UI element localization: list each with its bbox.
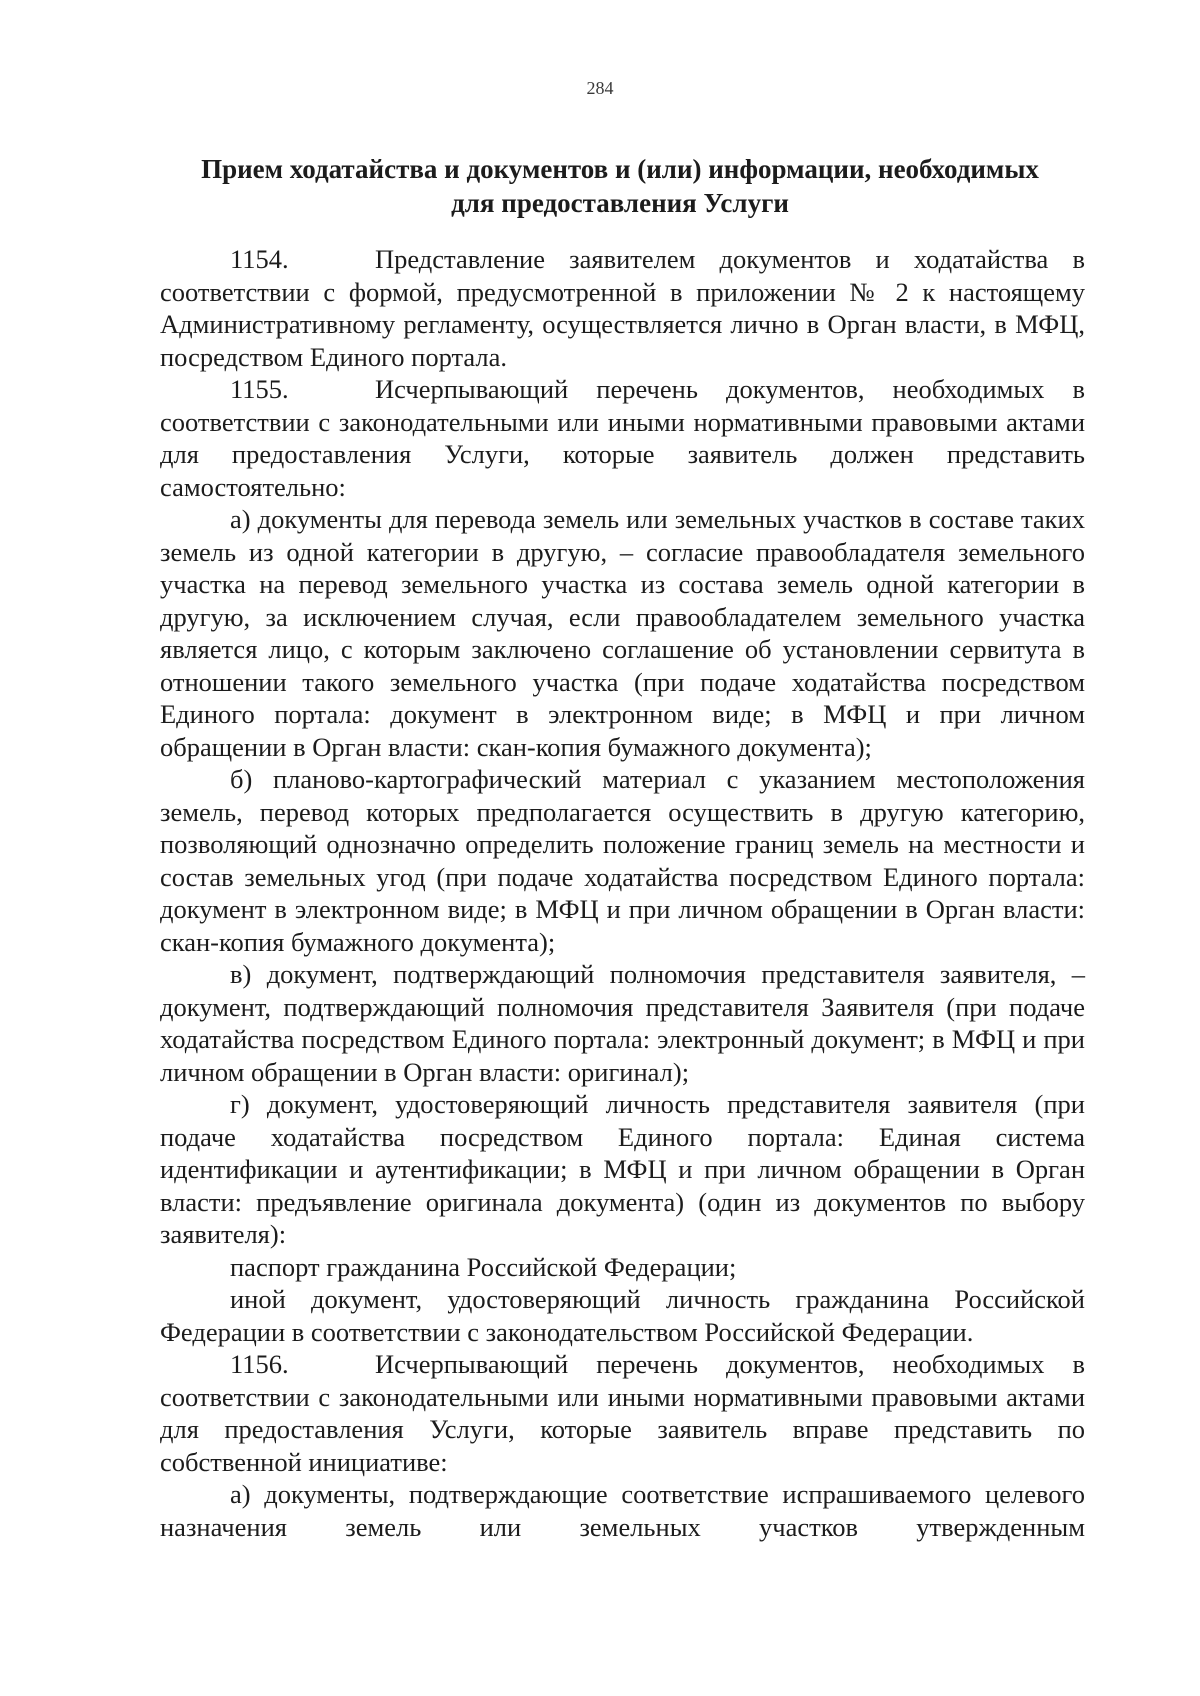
list-item-a: а) документы для перевода земель или земельных участков в составе таких земель из одной категории в другую, – согласие правообладателя земельного участка на перевод земельного участка из состава земель одной категории в другую, за исключением случая, если правообладателем земельного участка является лицо, с которым заключено соглашение об установлении сервитута в отношении такого земельного участка (при подаче ходатайства посредством Единого портала: документ в электронном виде; в МФЦ и при личном обращении в Орган власти: скан-копия бумажного документа); bbox=[160, 504, 1085, 762]
paragraph-1154 bbox=[160, 243, 1085, 373]
document-body bbox=[160, 243, 1085, 1543]
section-title-line-2: для предоставления Услуги bbox=[451, 188, 789, 218]
paragraph-number: 1156. bbox=[230, 1349, 289, 1379]
paragraph-text: Исчерпывающий перечень документов, необходимых в соответствии с законодательными или иными нормативными правовыми актами для предоставления Услуги, которые заявитель должен представить самостоятельно: bbox=[160, 374, 1085, 502]
sub-item-other-document: иной документ, удостоверяющий личность гражданина Российской Федерации в соответствии с законодательством Российской Федерации. bbox=[160, 1284, 1085, 1347]
paragraph-1156 bbox=[160, 1348, 1085, 1478]
paragraph-text: Представление заявителем документов и ходатайства в соответствии с формой, предусмотренной в приложении № 2 к настоящему Административному регламенту, осуществляется лично в Орган власти, в МФЦ, посредством Единого портала. bbox=[160, 244, 1085, 372]
paragraph-1155 bbox=[160, 373, 1085, 503]
sub-item-passport: паспорт гражданина Российской Федерации; bbox=[230, 1251, 737, 1282]
list-item-b: б) планово-картографический материал с указанием местоположения земель, перевод которых предполагается осуществить в другую категорию, позволяющий однозначно определить положение границ земель на местности и состав земельных угод (при подаче ходатайства посредством Единого портала: документ в электронном виде; в МФЦ и при личном обращении в Орган власти: скан-копия бумажного документа); bbox=[160, 764, 1085, 957]
paragraph-text: Исчерпывающий перечень документов, необходимых в соответствии с законодательными или иными нормативными правовыми актами для предоставления Услуги, которые заявитель вправе представить по собственной инициативе: bbox=[160, 1349, 1085, 1477]
paragraph-number: 1154. bbox=[230, 244, 289, 274]
section-title-line-1: Прием ходатайства и документов и (или) информации, необходимых bbox=[201, 154, 1039, 184]
list-item-a-2: а) документы, подтверждающие соответствие испрашиваемого целевого назначения земель или земельных участков утвержденным bbox=[160, 1479, 1085, 1542]
section-title bbox=[160, 152, 1080, 220]
list-item-v: в) документ, подтверждающий полномочия представителя заявителя, – документ, подтверждающий полномочия представителя Заявителя (при подаче ходатайства посредством Единого портала: электронный документ; в МФЦ и при личном обращении в Орган власти: оригинал); bbox=[160, 959, 1085, 1087]
list-item-g: г) документ, удостоверяющий личность представителя заявителя (при подаче ходатайства посредством Единого портала: Единая система идентификации и аутентификации; в МФЦ и при личном обращении в Орган власти: предъявление оригинала документа) (один из документов по выбору заявителя): bbox=[160, 1089, 1085, 1249]
page-number: 284 bbox=[586, 78, 614, 98]
paragraph-number: 1155. bbox=[230, 374, 289, 404]
